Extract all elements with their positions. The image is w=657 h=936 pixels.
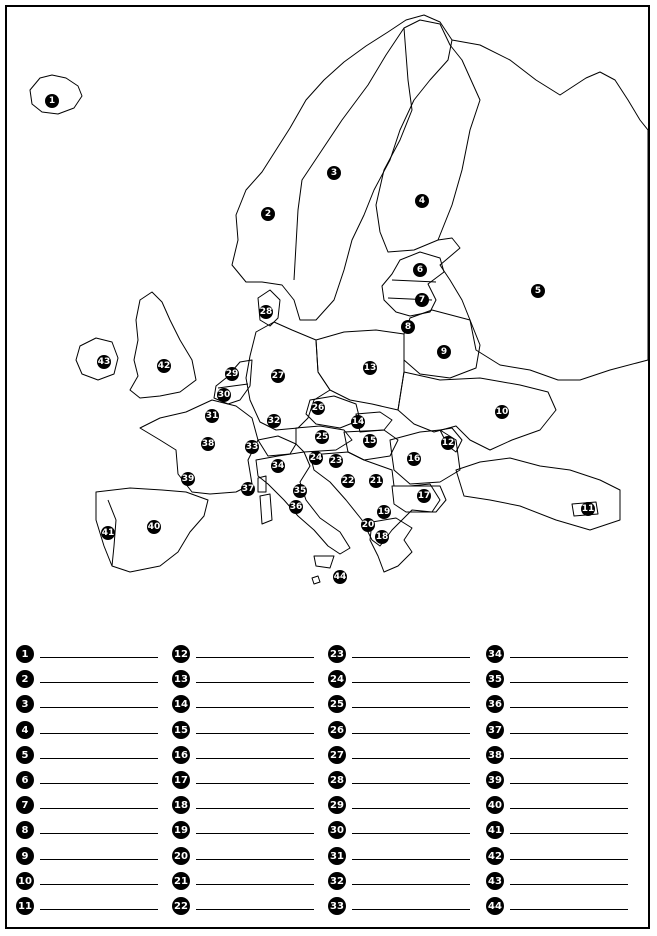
latvia-border xyxy=(392,280,436,282)
answer-blank-line[interactable] xyxy=(196,783,314,784)
answer-row-44 xyxy=(486,897,634,919)
marker-number: 14 xyxy=(351,417,365,427)
answer-blank-line[interactable] xyxy=(40,859,158,860)
answer-number-badge: 26 xyxy=(328,721,346,739)
answer-blank-line[interactable] xyxy=(196,733,314,734)
answer-number-badge: 34 xyxy=(486,645,504,663)
map-marker-44 xyxy=(333,570,347,584)
map-marker-13 xyxy=(363,361,377,375)
marker-number: 32 xyxy=(267,416,281,426)
answer-row-6 xyxy=(16,771,164,793)
marker-number: 4 xyxy=(418,196,426,206)
map-marker-8 xyxy=(401,320,415,334)
answer-number-badge: 19 xyxy=(172,821,190,839)
map-marker-7 xyxy=(415,293,429,307)
answer-row-20 xyxy=(172,847,320,869)
map-marker-9 xyxy=(437,345,451,359)
answer-number-badge: 28 xyxy=(328,771,346,789)
answer-blank-line[interactable] xyxy=(40,909,158,910)
map-marker-21 xyxy=(369,474,383,488)
answer-blank-line[interactable] xyxy=(196,707,314,708)
answer-number-badge: 36 xyxy=(486,695,504,713)
malta-outline xyxy=(312,576,320,584)
answer-number-badge: 14 xyxy=(172,695,190,713)
answer-number-badge: 31 xyxy=(328,847,346,865)
map-marker-37 xyxy=(241,482,255,496)
marker-number: 18 xyxy=(375,532,389,542)
answer-blank-line[interactable] xyxy=(196,657,314,658)
answer-blank-line[interactable] xyxy=(196,884,314,885)
marker-number: 40 xyxy=(147,522,161,532)
marker-number: 37 xyxy=(241,484,255,494)
answer-number-badge: 25 xyxy=(328,695,346,713)
ukraine-outline xyxy=(398,372,556,450)
answer-number-badge: 24 xyxy=(328,670,346,688)
answer-blank-line[interactable] xyxy=(196,909,314,910)
answer-blank-line[interactable] xyxy=(40,808,158,809)
marker-number: 34 xyxy=(271,461,285,471)
map-marker-16 xyxy=(407,452,421,466)
marker-number: 3 xyxy=(330,168,338,178)
marker-number: 23 xyxy=(329,456,343,466)
answer-row-22 xyxy=(172,897,320,919)
answer-row-21 xyxy=(172,872,320,894)
marker-number: 22 xyxy=(341,476,355,486)
map-marker-3 xyxy=(327,166,341,180)
marker-number: 13 xyxy=(363,363,377,373)
map-marker-41 xyxy=(101,526,115,540)
marker-number: 6 xyxy=(416,265,424,275)
map-marker-10 xyxy=(495,405,509,419)
answer-row-31 xyxy=(328,847,476,869)
marker-number: 21 xyxy=(369,476,383,486)
answer-number-badge: 4 xyxy=(16,721,34,739)
answer-blank-line[interactable] xyxy=(196,833,314,834)
marker-number: 19 xyxy=(377,507,391,517)
marker-number: 8 xyxy=(404,322,412,332)
sardinia-outline xyxy=(260,494,272,524)
answer-number-badge: 40 xyxy=(486,796,504,814)
marker-number: 36 xyxy=(289,502,303,512)
answer-row-34 xyxy=(486,645,634,667)
map-marker-19 xyxy=(377,505,391,519)
answer-row-11 xyxy=(16,897,164,919)
answer-number-badge: 37 xyxy=(486,721,504,739)
answer-row-10 xyxy=(16,872,164,894)
answer-row-29 xyxy=(328,796,476,818)
marker-number: 43 xyxy=(97,357,111,367)
marker-number: 31 xyxy=(205,411,219,421)
answer-blank-line[interactable] xyxy=(40,733,158,734)
answer-row-30 xyxy=(328,821,476,843)
answer-number-badge: 20 xyxy=(172,847,190,865)
marker-number: 41 xyxy=(101,528,115,538)
answer-row-5 xyxy=(16,746,164,768)
norway-sweden-border xyxy=(294,28,404,280)
answer-blank-line[interactable] xyxy=(510,833,628,834)
marker-number: 28 xyxy=(259,307,273,317)
answer-row-9 xyxy=(16,847,164,869)
russia-outline xyxy=(438,40,648,380)
map-outlines xyxy=(30,15,648,584)
marker-number: 20 xyxy=(361,520,375,530)
answer-number-badge: 1 xyxy=(16,645,34,663)
answer-row-24 xyxy=(328,670,476,692)
answer-row-14 xyxy=(172,695,320,717)
answer-number-badge: 29 xyxy=(328,796,346,814)
answer-row-12 xyxy=(172,645,320,667)
answer-blank-line[interactable] xyxy=(40,682,158,683)
answer-blank-line[interactable] xyxy=(196,808,314,809)
answer-blank-line[interactable] xyxy=(510,758,628,759)
answer-blank-line[interactable] xyxy=(196,859,314,860)
answer-number-badge: 38 xyxy=(486,746,504,764)
marker-number: 12 xyxy=(441,438,455,448)
answer-row-35 xyxy=(486,670,634,692)
answer-blank-line[interactable] xyxy=(352,859,470,860)
map-marker-36 xyxy=(289,500,303,514)
marker-number: 33 xyxy=(245,442,259,452)
marker-number: 16 xyxy=(407,454,421,464)
answer-blank-line[interactable] xyxy=(352,884,470,885)
map-marker-38 xyxy=(201,437,215,451)
marker-number: 7 xyxy=(418,295,426,305)
marker-number: 26 xyxy=(311,403,325,413)
answer-number-badge: 12 xyxy=(172,645,190,663)
marker-number: 29 xyxy=(225,369,239,379)
answer-number-badge: 27 xyxy=(328,746,346,764)
marker-number: 15 xyxy=(363,436,377,446)
answer-row-4 xyxy=(16,721,164,743)
answer-blank-line[interactable] xyxy=(40,758,158,759)
answer-number-badge: 10 xyxy=(16,872,34,890)
marker-number: 42 xyxy=(157,361,171,371)
answer-row-41 xyxy=(486,821,634,843)
answer-row-39 xyxy=(486,771,634,793)
answer-blank-line[interactable] xyxy=(352,682,470,683)
map-marker-33 xyxy=(245,440,259,454)
answer-row-42 xyxy=(486,847,634,869)
answer-row-18 xyxy=(172,796,320,818)
iceland-outline xyxy=(30,75,82,114)
answer-blank-line[interactable] xyxy=(352,808,470,809)
answer-row-15 xyxy=(172,721,320,743)
answer-row-17 xyxy=(172,771,320,793)
answer-blank-line[interactable] xyxy=(510,884,628,885)
map-marker-14 xyxy=(351,415,365,429)
map-marker-42 xyxy=(157,359,171,373)
answer-number-badge: 18 xyxy=(172,796,190,814)
marker-number: 17 xyxy=(417,491,431,501)
map-marker-27 xyxy=(271,369,285,383)
france-outline xyxy=(140,400,258,494)
map-marker-15 xyxy=(363,434,377,448)
map-marker-20 xyxy=(361,518,375,532)
answer-number-badge: 8 xyxy=(16,821,34,839)
answer-blank-line[interactable] xyxy=(510,859,628,860)
map-marker-23 xyxy=(329,454,343,468)
marker-number: 9 xyxy=(440,347,448,357)
answer-row-25 xyxy=(328,695,476,717)
answer-blank-line[interactable] xyxy=(510,909,628,910)
answer-number-badge: 3 xyxy=(16,695,34,713)
answer-number-badge: 17 xyxy=(172,771,190,789)
answer-number-badge: 16 xyxy=(172,746,190,764)
answer-blank-line[interactable] xyxy=(40,884,158,885)
answer-blank-line[interactable] xyxy=(510,657,628,658)
answer-number-badge: 6 xyxy=(16,771,34,789)
answer-number-badge: 41 xyxy=(486,821,504,839)
map-marker-31 xyxy=(205,409,219,423)
answer-row-16 xyxy=(172,746,320,768)
answer-row-26 xyxy=(328,721,476,743)
sicily-outline xyxy=(314,556,334,568)
answer-row-36 xyxy=(486,695,634,717)
answer-number-badge: 5 xyxy=(16,746,34,764)
marker-number: 5 xyxy=(534,286,542,296)
answer-number-badge: 15 xyxy=(172,721,190,739)
map-marker-4 xyxy=(415,194,429,208)
marker-number: 10 xyxy=(495,407,509,417)
map-marker-30 xyxy=(217,388,231,402)
answer-row-23 xyxy=(328,645,476,667)
answer-number-badge: 32 xyxy=(328,872,346,890)
finland-outline xyxy=(376,20,480,252)
map-marker-1 xyxy=(45,94,59,108)
answer-blank-line[interactable] xyxy=(510,783,628,784)
answer-blank-line[interactable] xyxy=(40,707,158,708)
map-marker-26 xyxy=(311,401,325,415)
marker-number: 35 xyxy=(293,486,307,496)
answer-number-badge: 43 xyxy=(486,872,504,890)
answer-row-2 xyxy=(16,670,164,692)
answer-number-badge: 33 xyxy=(328,897,346,915)
map-marker-32 xyxy=(267,414,281,428)
turkey-outline xyxy=(456,458,620,530)
answer-number-badge: 21 xyxy=(172,872,190,890)
answer-number-badge: 2 xyxy=(16,670,34,688)
answer-number-badge: 39 xyxy=(486,771,504,789)
map-marker-17 xyxy=(417,489,431,503)
answer-number-badge: 30 xyxy=(328,821,346,839)
map-marker-5 xyxy=(531,284,545,298)
marker-number: 2 xyxy=(264,209,272,219)
answer-blank-line[interactable] xyxy=(40,783,158,784)
answer-row-27 xyxy=(328,746,476,768)
answer-blank-line[interactable] xyxy=(352,707,470,708)
answer-row-13 xyxy=(172,670,320,692)
answer-row-43 xyxy=(486,872,634,894)
answer-row-40 xyxy=(486,796,634,818)
answer-row-37 xyxy=(486,721,634,743)
baltic-states-outline xyxy=(382,252,444,316)
belarus-outline xyxy=(404,310,480,378)
answer-row-28 xyxy=(328,771,476,793)
map-marker-11 xyxy=(581,502,595,516)
marker-number: 44 xyxy=(333,572,347,582)
netherlands-belgium-border xyxy=(218,384,248,388)
map-marker-34 xyxy=(271,459,285,473)
answer-row-7 xyxy=(16,796,164,818)
marker-number: 24 xyxy=(309,453,323,463)
answer-number-badge: 23 xyxy=(328,645,346,663)
marker-number: 39 xyxy=(181,474,195,484)
answer-blank-line[interactable] xyxy=(510,682,628,683)
answer-blank-line[interactable] xyxy=(40,833,158,834)
answer-number-badge: 42 xyxy=(486,847,504,865)
marker-number: 30 xyxy=(217,390,231,400)
map-marker-28 xyxy=(259,305,273,319)
greece-outline xyxy=(370,518,412,572)
map-marker-24 xyxy=(309,451,323,465)
answer-blank-line[interactable] xyxy=(510,733,628,734)
answer-number-badge: 13 xyxy=(172,670,190,688)
marker-number: 11 xyxy=(581,504,595,514)
answer-row-8 xyxy=(16,821,164,843)
map-marker-40 xyxy=(147,520,161,534)
answer-blank-line[interactable] xyxy=(510,808,628,809)
answer-blank-line[interactable] xyxy=(510,707,628,708)
answer-number-badge: 44 xyxy=(486,897,504,915)
map-marker-22 xyxy=(341,474,355,488)
answer-blank-line[interactable] xyxy=(40,657,158,658)
answer-blank-line[interactable] xyxy=(352,833,470,834)
map-marker-25 xyxy=(315,430,329,444)
marker-number: 25 xyxy=(315,432,329,442)
map-marker-6 xyxy=(413,263,427,277)
answer-blank-line[interactable] xyxy=(196,758,314,759)
map-marker-35 xyxy=(293,484,307,498)
marker-number: 1 xyxy=(48,96,56,106)
answer-blank-line[interactable] xyxy=(352,783,470,784)
marker-number: 27 xyxy=(271,371,285,381)
marker-number: 38 xyxy=(201,439,215,449)
answer-row-33 xyxy=(328,897,476,919)
answer-blank-line[interactable] xyxy=(352,657,470,658)
switzerland-outline xyxy=(258,436,296,456)
answer-number-badge: 9 xyxy=(16,847,34,865)
map-marker-12 xyxy=(441,436,455,450)
answer-number-badge: 7 xyxy=(16,796,34,814)
answer-blank-line[interactable] xyxy=(352,758,470,759)
corsica-outline xyxy=(258,476,266,492)
poland-outline xyxy=(316,330,404,410)
answer-number-badge: 11 xyxy=(16,897,34,915)
answer-row-32 xyxy=(328,872,476,894)
answer-row-19 xyxy=(172,821,320,843)
map-marker-2 xyxy=(261,207,275,221)
map-marker-29 xyxy=(225,367,239,381)
answer-number-badge: 22 xyxy=(172,897,190,915)
answer-row-38 xyxy=(486,746,634,768)
answer-blank-line[interactable] xyxy=(352,909,470,910)
answer-row-3 xyxy=(16,695,164,717)
map-marker-18 xyxy=(375,530,389,544)
map-marker-43 xyxy=(97,355,111,369)
map-marker-39 xyxy=(181,472,195,486)
answer-row-1 xyxy=(16,645,164,667)
answer-blank-line[interactable] xyxy=(196,682,314,683)
great-britain-outline xyxy=(130,292,196,398)
answer-blank-line[interactable] xyxy=(352,733,470,734)
answer-number-badge: 35 xyxy=(486,670,504,688)
